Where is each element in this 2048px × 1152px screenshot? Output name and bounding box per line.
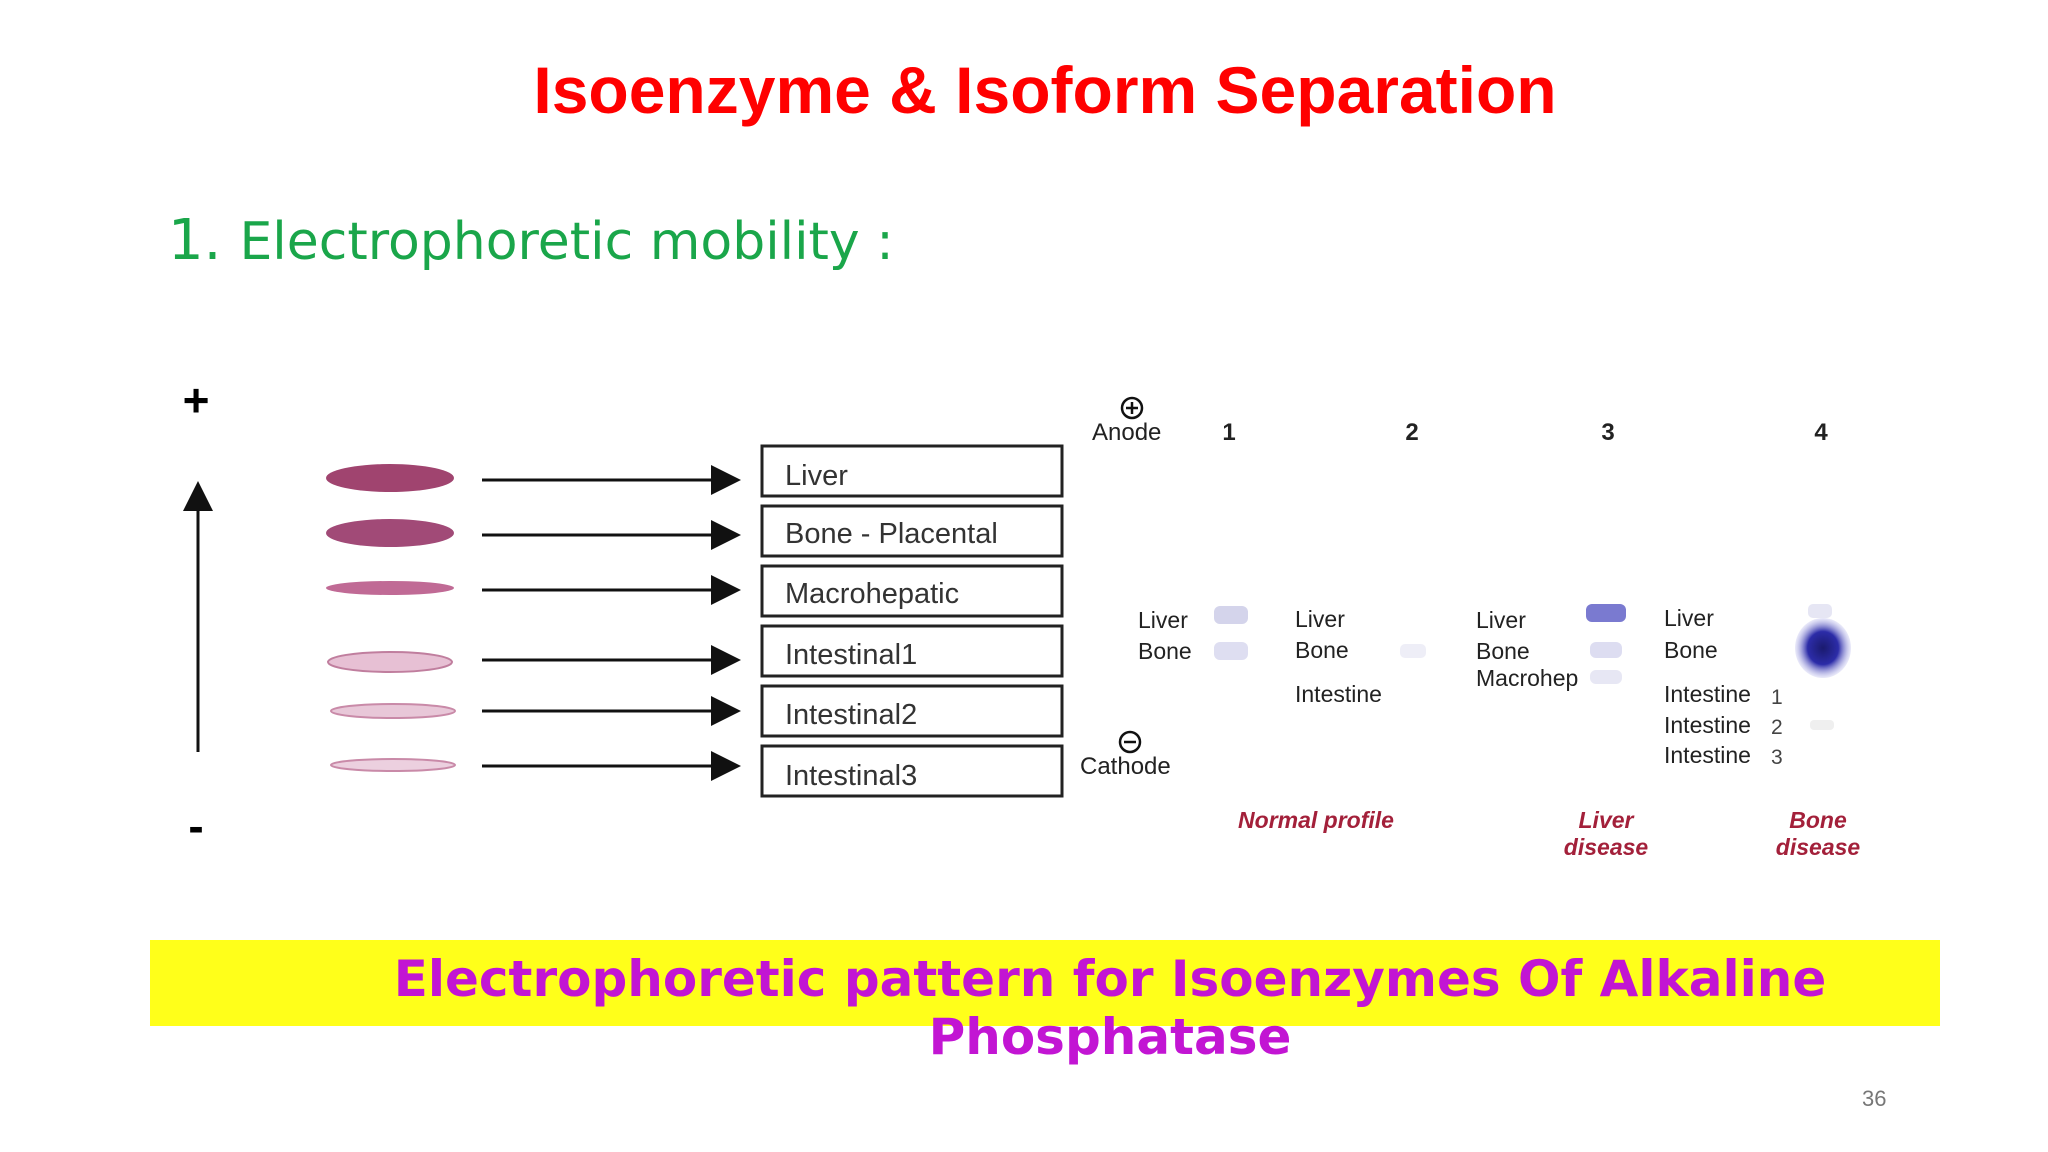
- lane3-band-liver: [1586, 604, 1626, 622]
- lane4-label-intestine2: Intestine: [1664, 712, 1751, 738]
- cathode-label: Cathode: [1080, 753, 1171, 780]
- subtitle-number: 1.: [168, 208, 222, 273]
- lane4-number-2: 2: [1771, 716, 1783, 739]
- lane3-label-liver: Liver: [1476, 607, 1526, 633]
- lane4-label-intestine3: Intestine: [1664, 742, 1751, 768]
- caption-banner-text: Electrophoretic pattern for Isoenzymes Of Alkaline Phosphatase: [393, 950, 1827, 1066]
- label-macrohepatic: Macrohepatic: [785, 578, 960, 610]
- band-intestinal2: [331, 704, 455, 718]
- caption-normal-profile: Normal profile: [1238, 807, 1394, 833]
- band-macrohepatic: [326, 581, 454, 595]
- lane1-label-liver: Liver: [1138, 607, 1188, 633]
- caption-bone-disease-line2: disease: [1775, 834, 1861, 860]
- band-intestinal3: [331, 759, 455, 771]
- lane-number-1: 1: [1222, 419, 1236, 446]
- lane2-label-bone: Bone: [1295, 637, 1349, 663]
- lane4-number-1: 1: [1771, 686, 1783, 709]
- band-bone-placental: [326, 519, 454, 547]
- lane1-band-bone: [1214, 642, 1248, 660]
- lane3-label-macrohep: Macrohep: [1476, 665, 1579, 691]
- lane3-label-bone: Bone: [1476, 638, 1530, 664]
- minus-sign: -: [188, 800, 204, 852]
- lane4-label-intestine1: Intestine: [1664, 681, 1751, 707]
- lane1-label-bone: Bone: [1138, 638, 1192, 664]
- caption-banner: [150, 940, 1940, 1066]
- caption-liver-disease-line2: disease: [1563, 834, 1649, 860]
- label-intestinal3: Intestinal3: [785, 760, 918, 792]
- lane-number-3: 3: [1601, 419, 1615, 446]
- lane2-band-bone: [1400, 644, 1426, 658]
- label-intestinal1: Intestinal1: [785, 639, 918, 671]
- slide-title: Isoenzyme & Isoform Separation: [533, 53, 1557, 127]
- caption-bone-disease-line1: Bone: [1789, 807, 1847, 833]
- plus-sign: +: [182, 374, 210, 426]
- lane4-label-bone: Bone: [1664, 637, 1718, 663]
- lane4-number-3: 3: [1771, 746, 1783, 769]
- lane3-band-bone: [1590, 642, 1622, 658]
- caption-liver-disease-line1: Liver: [1578, 807, 1634, 833]
- label-intestinal2: Intestinal2: [785, 699, 918, 731]
- lane1-band-liver: [1214, 606, 1248, 624]
- label-bone-placental: Bone - Placental: [785, 518, 998, 550]
- lane4-band-liver: [1808, 604, 1832, 618]
- band-intestinal1: [328, 652, 452, 672]
- subtitle-text: Electrophoretic mobility :: [239, 212, 894, 272]
- lane2-label-intestine: Intestine: [1295, 681, 1382, 707]
- lane3-band-macrohep: [1590, 670, 1622, 684]
- lane4-band-intestine2: [1810, 720, 1834, 730]
- lane2-label-liver: Liver: [1295, 606, 1345, 632]
- lane-number-4: 4: [1814, 419, 1828, 446]
- lane4-band-bone: [1795, 618, 1851, 678]
- lane-number-2: 2: [1405, 419, 1419, 446]
- page-number: 36: [1862, 1086, 1887, 1111]
- label-liver: Liver: [785, 460, 848, 492]
- anode-label: Anode: [1092, 419, 1162, 446]
- lane4-label-liver: Liver: [1664, 605, 1714, 631]
- band-liver: [326, 464, 454, 492]
